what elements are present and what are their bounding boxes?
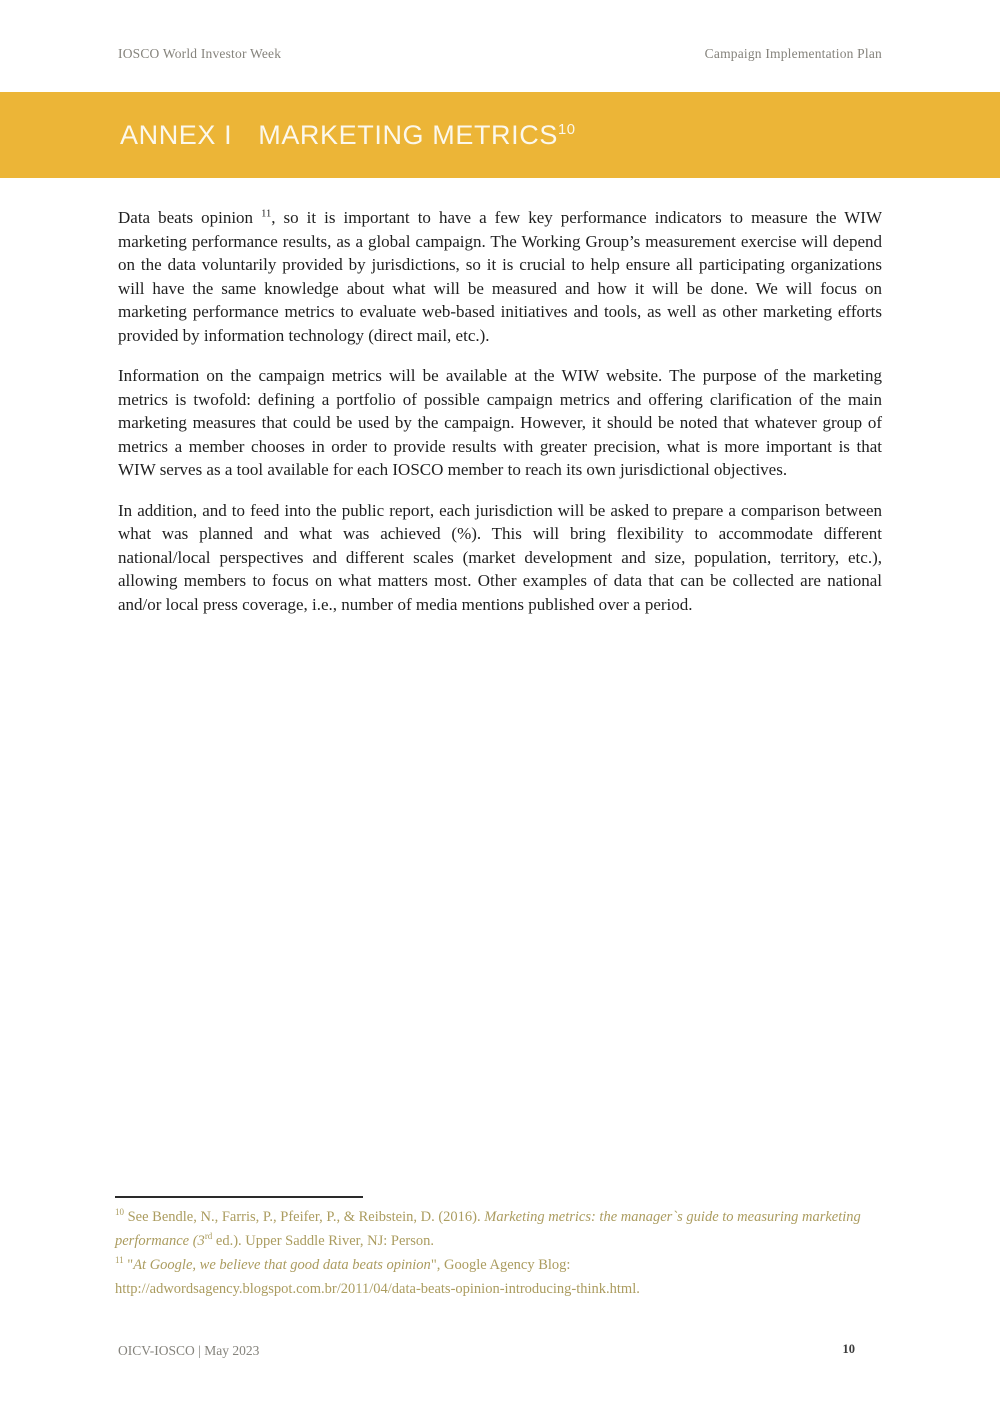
paragraph-3: In addition, and to feed into the public report, each jurisdiction will be asked to prepare a comparison between what was planned and what was achieved (%). This will bring flexibility to accommodate different national/local perspectives and different scales (market development and size, population, territory, etc.), allowing members to focus on what matters most. Other examples of data that can be collected are national and/or local press coverage, i.e., number of media mentions published over a period. — [118, 500, 882, 614]
footnote-11-quote-close: ", Google Agency Blog: — [430, 1257, 571, 1273]
header-left-text: IOSCO World Investor Week — [118, 46, 282, 61]
body-content — [118, 206, 882, 633]
footnote-11 — [115, 1253, 890, 1301]
page-number: 10 — [842, 1342, 855, 1356]
page-header — [118, 46, 882, 62]
footnote-10-edition-close: ed.). Upper Saddle River, NJ: Person. — [212, 1233, 435, 1249]
header-right-text: Campaign Implementation Plan — [704, 46, 882, 61]
paragraph-1-text-after-ref: , so it is important to have a few key performance indicators to measure the WIW marketing performance results, as a global campaign. The Working Group’s measurement exercise will depend on the data voluntarily provided by jurisdictions, so it is crucial to help ensure all participating organizations will have the same knowledge about what will be measured and how it will be done. We will focus on marketing performance metrics to evaluate web-based initiatives and tools, as well as other marketing efforts provided by information technology (direct mail, etc.). — [118, 208, 882, 345]
footnote-11-marker: 11 — [115, 1255, 124, 1266]
footnote-11-ref: 11 — [261, 208, 272, 220]
paragraph-1-text-before-ref: Data beats opinion — [118, 208, 262, 227]
footnote-10-edition-sup: rd — [204, 1231, 213, 1242]
footnote-11-url-link[interactable]: http://adwordsagency.blogspot.com.br/2011/04/data-beats-opinion-introducing-think.html. — [115, 1281, 640, 1297]
footnote-10-text: See Bendle, N., Farris, P., Pfeifer, P., & Reibstein, D. (2016). — [123, 1209, 485, 1225]
annex-banner — [0, 92, 1000, 178]
footnote-10 — [115, 1205, 890, 1253]
annex-label: ANNEX I — [120, 119, 233, 150]
annex-title-footnote-ref: 10 — [557, 121, 576, 138]
footer-left-text: OICV-IOSCO | May 2023 — [118, 1343, 260, 1358]
footnote-11-quote-open: " — [123, 1257, 134, 1273]
footnote-10-marker: 10 — [115, 1207, 124, 1218]
footnote-separator-rule — [115, 1196, 363, 1198]
footnotes-section — [115, 1196, 890, 1301]
footnote-10-edition-open: (3 — [189, 1233, 205, 1249]
annex-title — [120, 120, 576, 151]
footnote-11-quote-text: At Google, we believe that good data beats opinion — [133, 1257, 431, 1273]
paragraph-2: Information on the campaign metrics will be available at the WIW website. The purpose of the marketing metrics is twofold: defining a portfolio of possible campaign metrics and offering clarification of the main marketing measures that could be used by the campaign. However, it should be noted that whatever group of metrics a member chooses in order to provide results with greater precision, what is more important is that WIW serves as a tool available for each IOSCO member to reach its own jurisdictional objectives. — [118, 366, 882, 479]
footnote-10-book-title: Marketing metrics: the manager`s guide to measuring marketing performance — [115, 1209, 861, 1249]
annex-title-text: MARKETING METRICS — [258, 119, 558, 150]
paragraph-1 — [118, 206, 882, 347]
